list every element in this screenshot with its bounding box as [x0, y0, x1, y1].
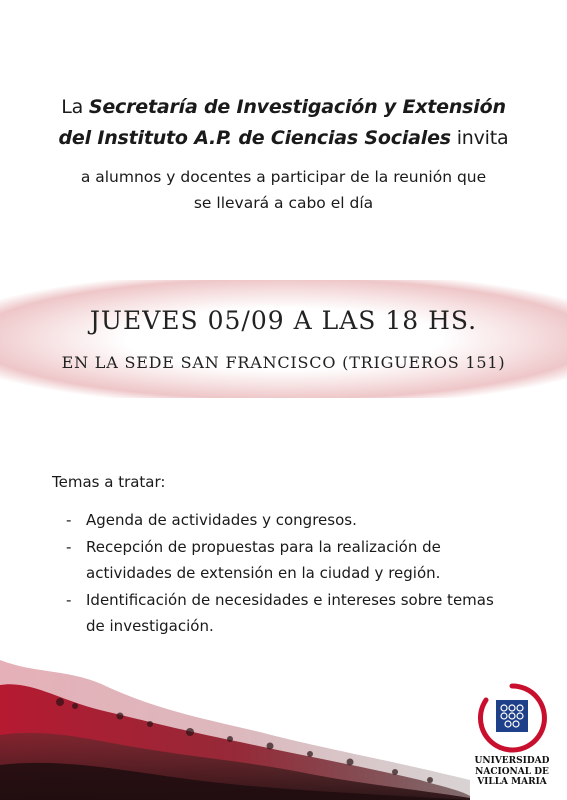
- intro-line-1: [0, 92, 567, 123]
- university-name-line: VILLA MARIA: [477, 777, 547, 787]
- event-headline: JUEVES 05/09 A LAS 18 HS.: [89, 306, 478, 335]
- university-name-line: UNIVERSIDAD: [474, 756, 550, 766]
- university-seal-icon: [474, 680, 550, 756]
- event-venue: EN LA SEDE SAN FRANCISCO (TRIGUEROS 151): [61, 353, 506, 372]
- topic-text-cont: actividades de extensión en la ciudad y región.: [86, 564, 441, 582]
- university-name: [464, 756, 560, 788]
- university-logo: [470, 680, 554, 790]
- topic-text: Identificación de necesidades e intereses sobre temas: [86, 590, 494, 609]
- bullet-dash: -: [66, 590, 72, 609]
- secretaria-name: Secretaría de Investigación y Extensión: [88, 96, 506, 118]
- topic-text: Agenda de actividades y congresos.: [86, 511, 357, 529]
- topic-text: Recepción de propuestas para la realización de: [86, 537, 441, 556]
- intro-invita: invita: [450, 127, 509, 149]
- intro-line-3: a alumnos y docentes a participar de la reunión que: [80, 168, 487, 186]
- list-item: [66, 534, 536, 587]
- list-item: [66, 587, 536, 640]
- university-name-line: NACIONAL DE: [475, 766, 549, 777]
- topic-text-cont: de investigación.: [86, 617, 214, 635]
- instituto-name: del Instituto A.P. de Ciencias Sociales: [58, 127, 451, 149]
- intro-text: [0, 92, 567, 216]
- list-item: [66, 507, 536, 534]
- topics-list: [66, 507, 536, 640]
- intro-line-4: se llevará a cabo el día: [193, 194, 374, 212]
- highlight-band: [0, 280, 567, 398]
- landscape-image: [0, 640, 470, 800]
- topics-title: Temas a tratar:: [52, 473, 166, 491]
- intro-prefix: La: [61, 96, 89, 118]
- intro-line-2: [0, 123, 567, 154]
- bullet-dash: -: [66, 537, 72, 556]
- bullet-dash: -: [66, 511, 72, 529]
